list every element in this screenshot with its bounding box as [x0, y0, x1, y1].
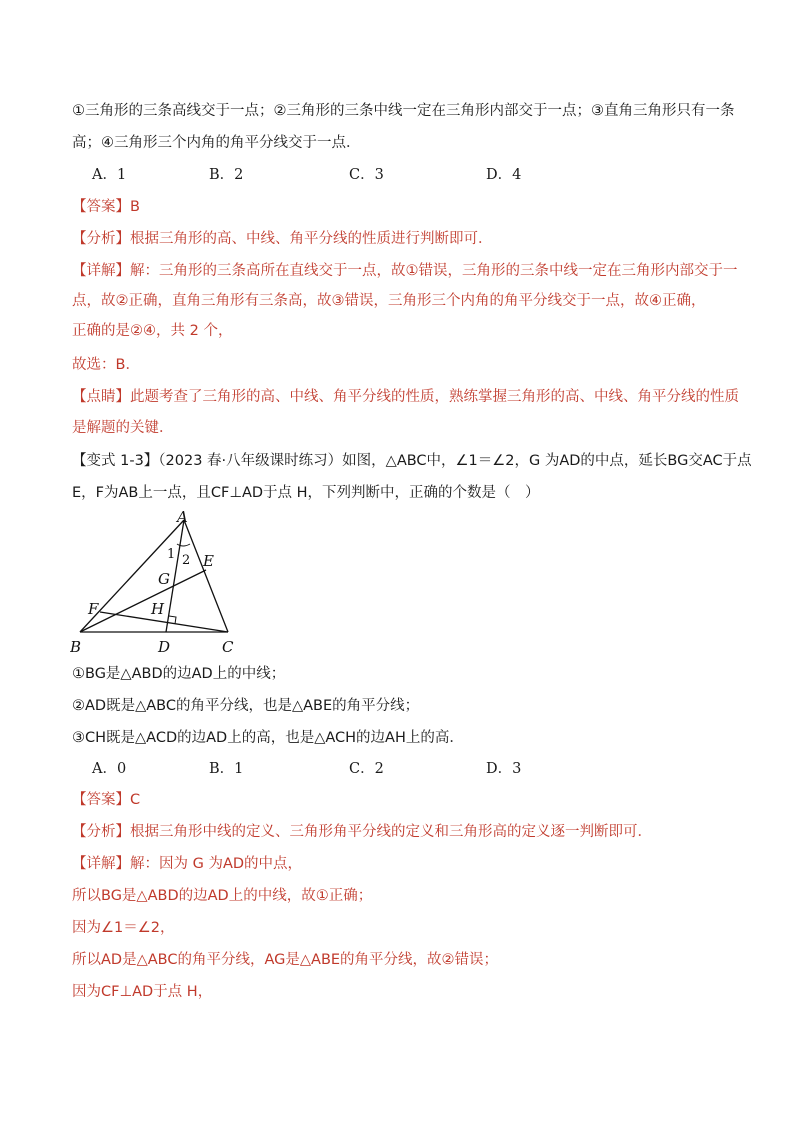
label-h: H [151, 600, 165, 618]
q2-statement-3: ③CH既是△ACD的边AD上的高，也是△ACH的边AH上的高． [72, 730, 464, 746]
label-f: F [88, 600, 99, 618]
q2-detail-line4: 所以AD是△ABC的角平分线，AG是△ABE的角平分线，故②错误； [72, 952, 499, 968]
q1-select-line: 故选：B． [72, 357, 140, 373]
q2-stem-line1 [72, 451, 752, 471]
detail-text: 解：三角形的三条高所在直线交于一点，故①错误，三角形的三条中线一定在三角形内部交于一 [130, 263, 738, 279]
q2-detail-line3: 因为∠1＝∠2， [72, 920, 175, 936]
variant-stem: △ABC中，∠1＝∠2，G 为AD的中点，延长BG交AC于点 [385, 453, 752, 469]
q2-detail-line5: 因为CF⊥AD于点 H， [72, 984, 213, 1000]
q1-option-d: D．4 [486, 167, 522, 183]
comment-text: 此题考查了三角形的高、中线、角平分线的性质，熟练掌握三角形的高、中线、角平分线的性质 [130, 389, 739, 405]
label-b: B [70, 638, 82, 656]
q2-option-d: D．3 [486, 761, 522, 777]
q1-stem-line1: ①三角形的三条高线交于一点；②三角形的三条中线一定在三角形内部交于一点；③直角三角形只有一条 [72, 103, 735, 119]
q1-detail-line1 [72, 261, 738, 281]
answer-tag: 【答案】 [72, 199, 130, 215]
variant-tag: 【变式 1-3】 [72, 453, 159, 469]
q2-option-a: A．0 [92, 761, 127, 777]
label-a: A [177, 508, 188, 526]
label-g: G [158, 570, 170, 588]
q1-option-c: C．3 [349, 167, 384, 183]
q2-statement-1: ①BG是△ABD的边AD上的中线； [72, 666, 286, 682]
analysis-tag: 【分析】 [72, 231, 130, 247]
detail-text: 解：因为 G 为AD的中点， [130, 856, 303, 872]
q1-stem-line2: 高；④三角形三个内角的角平分线交于一点． [72, 135, 361, 151]
q2-analysis-line [72, 822, 732, 842]
q1-detail-line3: 正确的是②④，共 2 个， [72, 323, 233, 339]
label-e: E [203, 552, 214, 570]
label-angle-2: 2 [182, 553, 191, 568]
label-c: C [222, 638, 234, 656]
detail-tag: 【详解】 [72, 263, 130, 279]
q1-analysis-line [72, 229, 732, 249]
q2-stem-line2: E，F为AB上一点，且CF⊥AD于点 H，下列判断中，正确的个数是（ ） [72, 485, 540, 501]
answer-tag: 【答案】 [72, 792, 130, 808]
q2-detail-line2: 所以BG是△ABD的边AD上的中线，故①正确； [72, 888, 373, 904]
analysis-text: 根据三角形的高、中线、角平分线的性质进行判断即可． [130, 231, 493, 247]
q2-option-c: C．2 [349, 761, 384, 777]
comment-tag: 【点睛】 [72, 389, 130, 405]
q1-option-a: A．1 [92, 167, 127, 183]
analysis-tag: 【分析】 [72, 824, 130, 840]
detail-tag: 【详解】 [72, 856, 130, 872]
q1-comment-line2: 是解题的关键． [72, 420, 174, 436]
q2-statement-2: ②AD既是△ABC的角平分线，也是△ABE的角平分线； [72, 698, 420, 714]
q2-option-b: B．1 [209, 761, 244, 777]
label-angle-1: 1 [167, 547, 176, 562]
variant-source: （2023 春·八年级课时练习）如图， [158, 453, 386, 469]
q2-detail-line1 [72, 854, 732, 874]
q1-answer-line [72, 197, 732, 217]
answer-value: B [130, 199, 140, 215]
q1-comment-line1 [72, 387, 739, 407]
q1-detail-line2: 点，故②正确，直角三角形有三条高，故③错误，三角形三个内角的角平分线交于一点，故④正确， [72, 293, 706, 309]
answer-value: C [130, 792, 141, 808]
q1-option-b: B．2 [209, 167, 244, 183]
analysis-text: 根据三角形中线的定义、三角形角平分线的定义和三角形高的定义逐一判断即可． [130, 824, 652, 840]
triangle-figure [70, 506, 250, 658]
label-d: D [158, 638, 171, 656]
q2-answer-line [72, 790, 732, 810]
